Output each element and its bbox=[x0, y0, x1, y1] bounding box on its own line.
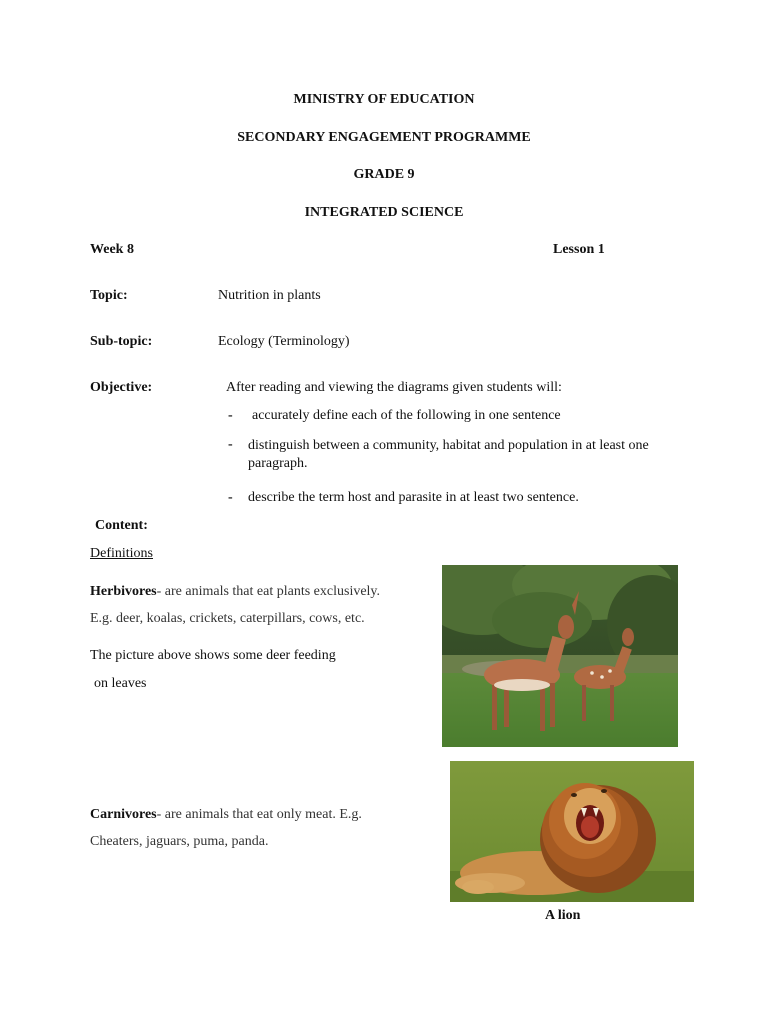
herbivores-examples: E.g. deer, koalas, crickets, caterpillars, cows, etc. bbox=[90, 611, 365, 626]
objective-label: Objective: bbox=[90, 380, 153, 395]
carnivores-def-text: - are animals that eat only meat. E.g. bbox=[156, 807, 362, 822]
deer-caption-line-1: The picture above shows some deer feeding bbox=[90, 648, 336, 663]
herbivores-term: Herbivores bbox=[90, 584, 157, 599]
definitions-heading: Definitions bbox=[90, 546, 153, 561]
lesson-label: Lesson 1 bbox=[553, 242, 605, 257]
deer-photo bbox=[442, 565, 678, 747]
objective-bullet-3: - bbox=[228, 490, 233, 505]
herbivores-definition bbox=[90, 584, 380, 600]
subtopic-label: Sub-topic: bbox=[90, 334, 153, 349]
ministry-heading: MINISTRY OF EDUCATION bbox=[293, 92, 475, 107]
objective-item-2: distinguish between a community, habitat and population in at least one paragraph. bbox=[248, 438, 649, 471]
topic-label: Topic: bbox=[90, 288, 128, 303]
objective-item-1: accurately define each of the following in one sentence bbox=[252, 408, 561, 423]
topic-value: Nutrition in plants bbox=[218, 288, 321, 303]
carnivores-term: Carnivores bbox=[90, 807, 157, 822]
subject-heading: INTEGRATED SCIENCE bbox=[304, 205, 464, 220]
objective-bullet-1: - bbox=[228, 408, 233, 423]
objective-item-3: describe the term host and parasite in at least two sentence. bbox=[248, 490, 579, 505]
objective-intro: After reading and viewing the diagrams given students will: bbox=[226, 380, 562, 395]
deer-caption-line-2: on leaves bbox=[94, 676, 147, 691]
content-label: Content: bbox=[95, 518, 148, 533]
week-label: Week 8 bbox=[90, 242, 134, 257]
subtopic-value: Ecology (Terminology) bbox=[218, 334, 350, 349]
objective-bullet-2: - bbox=[228, 437, 233, 452]
carnivores-definition bbox=[90, 807, 362, 823]
lion-photo bbox=[450, 761, 694, 902]
lion-caption: A lion bbox=[545, 908, 581, 923]
programme-heading: SECONDARY ENGAGEMENT PROGRAMME bbox=[237, 130, 531, 145]
herbivores-def-text: - are animals that eat plants exclusively. bbox=[156, 584, 381, 599]
grade-heading: GRADE 9 bbox=[353, 167, 415, 182]
carnivores-examples: Cheaters, jaguars, puma, panda. bbox=[90, 834, 269, 849]
